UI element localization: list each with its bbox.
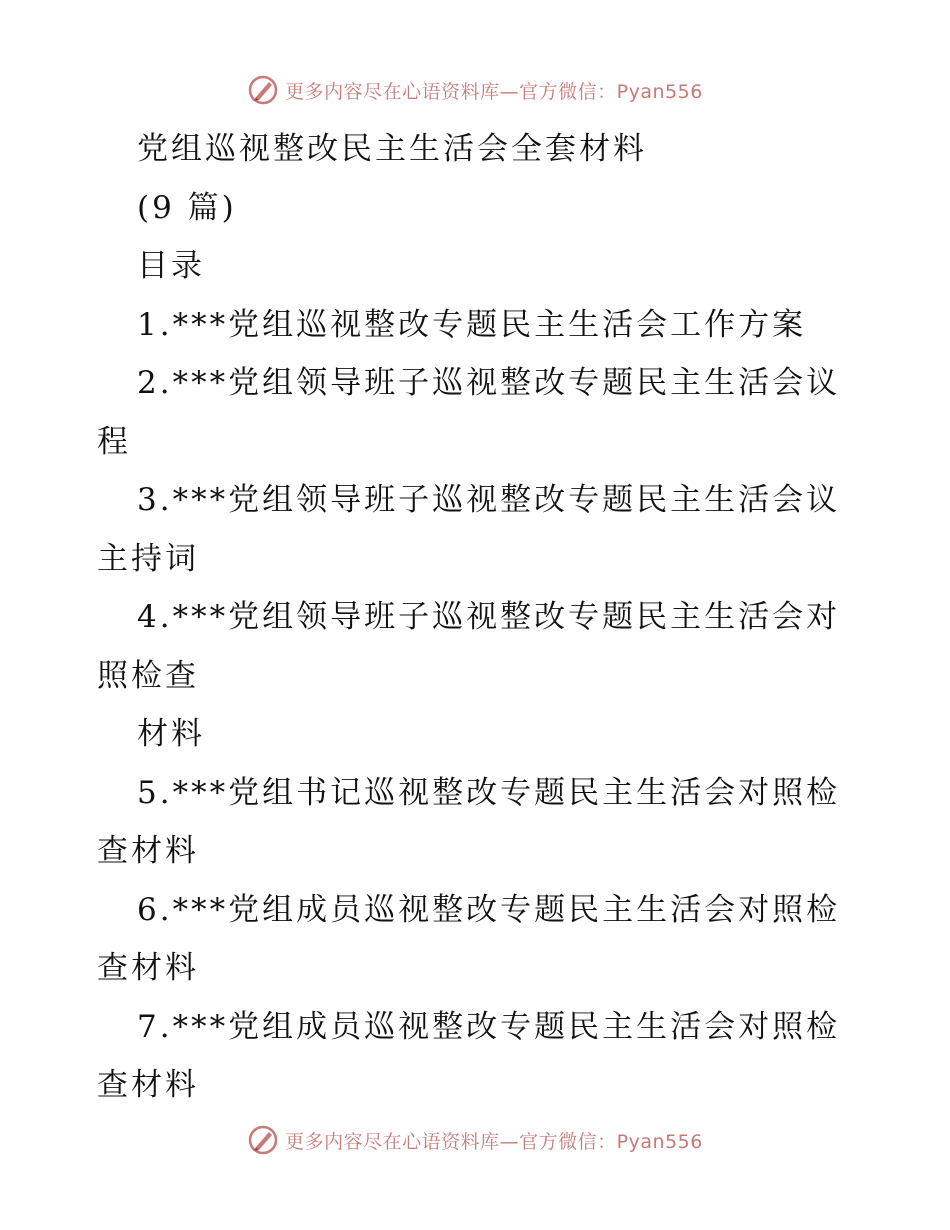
- toc-item-5-continued: 查材料: [97, 833, 199, 869]
- footer-watermark: [0, 1120, 950, 1160]
- document-title: 党组巡视整改民主生活会全套材料: [137, 131, 647, 167]
- toc-item-2-continued: 程: [97, 423, 131, 460]
- toc-item-4: 4.***党组领导班子巡视整改专题民主生活会对: [137, 599, 841, 635]
- toc-item-7: 7.***党组成员巡视整改专题民主生活会对照检: [137, 1008, 841, 1045]
- toc-item-4-continued: 照检查: [97, 657, 199, 694]
- watermark-text: 更多内容尽在心语资料库—官方微信：Pyan556: [285, 80, 703, 103]
- pen-logo-icon: [247, 74, 279, 106]
- watermark-text: 更多内容尽在心语资料库—官方微信：Pyan556: [285, 1130, 703, 1153]
- toc-item-1: 1.***党组巡视整改专题民主生活会工作方案: [137, 306, 807, 343]
- toc-item-3: 3.***党组领导班子巡视整改专题民主生活会议: [137, 482, 841, 518]
- toc-item-7-continued: 查材料: [97, 1067, 199, 1103]
- document-subtitle: (9 篇): [137, 189, 237, 226]
- toc-item-5: 5.***党组书记巡视整改专题民主生活会对照检: [137, 774, 841, 811]
- header-watermark: [0, 70, 950, 110]
- toc-item-6: 6.***党组成员巡视整改专题民主生活会对照检: [137, 891, 841, 928]
- toc-item-6-continued: 查材料: [97, 950, 199, 986]
- toc-heading: 目录: [137, 248, 205, 284]
- toc-item-3-continued: 主持词: [97, 540, 199, 577]
- pen-logo-icon: [247, 1124, 279, 1156]
- document-body: [97, 120, 842, 1115]
- toc-item-4-extra: 材料: [137, 716, 205, 752]
- toc-item-2: 2.***党组领导班子巡视整改专题民主生活会议: [137, 365, 841, 401]
